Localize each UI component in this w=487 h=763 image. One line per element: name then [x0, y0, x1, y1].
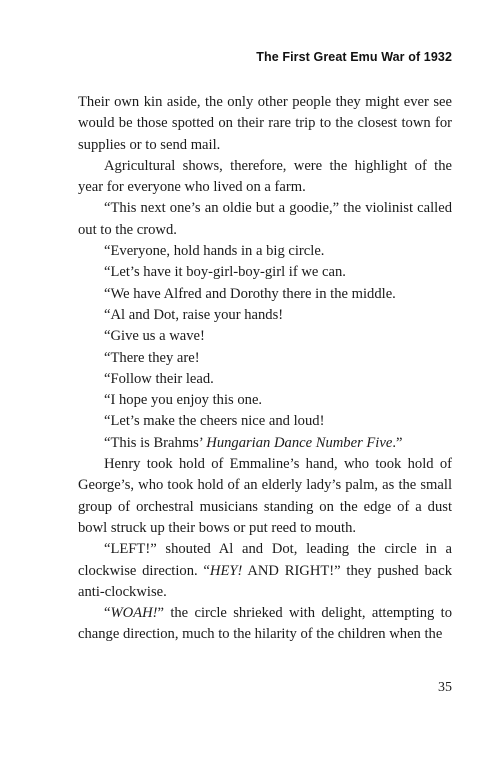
- text-run: “: [104, 605, 111, 622]
- text-run: .”: [392, 434, 403, 451]
- running-header: The First Great Emu War of 1932: [256, 50, 452, 64]
- dialogue-line: “Follow their lead.: [104, 370, 214, 387]
- paragraph: [78, 603, 452, 646]
- dialogue-line: “I hope you enjoy this one.: [104, 392, 263, 409]
- text-run: “This is Brahms’: [104, 434, 207, 451]
- text-run: “LEFT!” shouted Al and Dot, leading the circle in a clockwise direction. “: [78, 541, 452, 579]
- page-number: 35: [438, 680, 452, 695]
- body-text: [78, 92, 452, 646]
- paragraph: Agricultural shows, therefore, were the highlight of the year for everyone who lived on a farm.: [78, 157, 452, 196]
- italic-exclamation: HEY!: [209, 562, 243, 579]
- dialogue-line: “Let’s have it boy-girl-boy-girl if we can.: [104, 264, 346, 281]
- dialogue-line: “Let’s make the cheers nice and loud!: [104, 413, 325, 430]
- dialogue-line: “Give us a wave!: [104, 328, 205, 345]
- dialogue-line: “We have Alfred and Dorothy there in the middle.: [104, 285, 396, 302]
- dialogue-line: [78, 433, 452, 454]
- dialogue-line: “There they are!: [104, 349, 200, 366]
- text-run: AND RIGHT!” they pushed back anti-clockwise.: [78, 562, 452, 600]
- paragraph: Henry took hold of Emmaline’s hand, who took hold of George’s, who took hold of an elderly lady’s palm, as the small group of orchestral musicians standing on the edge of a dust bowl struck up their bows or put reed to mouth.: [78, 456, 452, 536]
- dialogue-line: “Everyone, hold hands in a big circle.: [104, 243, 325, 260]
- italic-exclamation: WOAH!: [110, 605, 158, 622]
- text-run: ” the circle shrieked with delight, attempting to change direction, much to the hilarity of the children when the: [78, 605, 452, 643]
- italic-title: Hungarian Dance Number Five: [206, 434, 393, 451]
- paragraph: [78, 539, 452, 603]
- paragraph: “This next one’s an oldie but a goodie,” the violinist called out to the crowd.: [78, 200, 452, 238]
- dialogue-line: “Al and Dot, raise your hands!: [104, 306, 284, 323]
- paragraph: Their own kin aside, the only other people they might ever see would be those spotted on their rare trip to the closest town for supplies or to send mail.: [78, 94, 452, 153]
